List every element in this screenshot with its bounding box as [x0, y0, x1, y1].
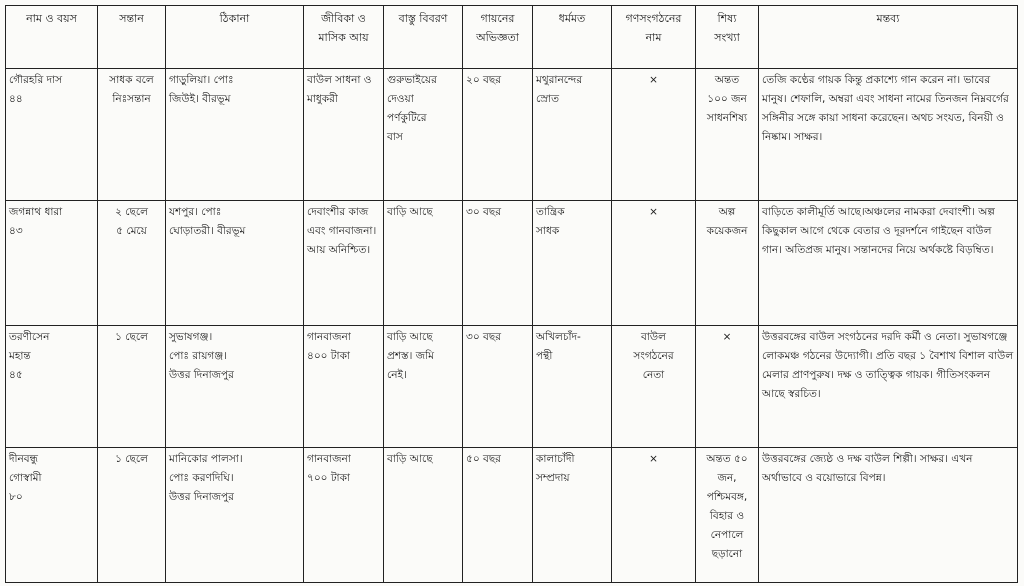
cell-residence: গুরুভাইয়ের দেওয়া পর্ণকুটিরে বাস — [384, 69, 463, 201]
cell-children: ২ ছেলে ৫ মেয়ে — [98, 201, 166, 326]
cell-livelihood: গানবাজনা ৭০০ টাকা — [304, 448, 384, 583]
header-remarks: মন্তব্য — [759, 6, 1018, 69]
cell-children: ১ ছেলে — [98, 326, 166, 448]
cell-disciples: × — [696, 326, 759, 448]
header-religion: ধর্মমত — [533, 6, 612, 69]
cell-religion: অখিলচাঁদ- পন্থী — [533, 326, 612, 448]
header-children: সন্তান — [98, 6, 166, 69]
cell-name-age: দীনবন্ধু গোস্বামী ৮০ — [6, 448, 98, 583]
table-row — [6, 69, 1018, 201]
header-disciples: শিষ্য সংখ্যা — [696, 6, 759, 69]
cell-children: সাধক বলে নিঃসন্তান — [98, 69, 166, 201]
cell-livelihood: দেবাংশীর কাজ এবং গানবাজনা। আয় অনিশ্চিত। — [304, 201, 384, 326]
cell-name-age: তরণীসেন মহান্ত ৪৫ — [6, 326, 98, 448]
header-row — [6, 6, 1018, 69]
cell-residence: বাড়ি আছে — [384, 448, 463, 583]
cell-address: যশপুর। পোঃ ঘোড়াতরী। বীরভূম — [166, 201, 304, 326]
cell-disciples: অন্তত ৫০ জন, পশ্চিমবঙ্গ, বিহার ও নেপালে ছড়ানো — [696, 448, 759, 583]
cell-experience: ৫০ বছর — [463, 448, 533, 583]
header-organization: গণসংগঠনের নাম — [612, 6, 696, 69]
cell-organization: × — [612, 448, 696, 583]
cell-religion: মথুরানন্দের স্রোত — [533, 69, 612, 201]
cell-disciples: অল্প কয়েকজন — [696, 201, 759, 326]
table-row — [6, 326, 1018, 448]
table-row — [6, 448, 1018, 583]
cell-livelihood: বাউল সাধনা ও মাধুকরী — [304, 69, 384, 201]
cell-organization: × — [612, 201, 696, 326]
cell-religion: কালাচাঁদী সম্প্রদায় — [533, 448, 612, 583]
cell-experience: ৩০ বছর — [463, 201, 533, 326]
cell-experience: ২০ বছর — [463, 69, 533, 201]
cell-organization: বাউল সংগঠনের নেতা — [612, 326, 696, 448]
cell-residence: বাড়ি আছে — [384, 201, 463, 326]
header-residence: বাস্তু বিবরণ — [384, 6, 463, 69]
cell-religion: তান্ত্রিক সাধক — [533, 201, 612, 326]
baul-singers-table — [5, 5, 1018, 583]
cell-address: সুভাষগঞ্জ। পোঃ রায়গঞ্জ। উত্তর দিনাজপুর — [166, 326, 304, 448]
cell-children: ১ ছেলে — [98, 448, 166, 583]
cell-address: গাড়ুলিয়া। পোঃ জিউই। বীরভূম — [166, 69, 304, 201]
header-address: ঠিকানা — [166, 6, 304, 69]
cell-remarks: বাড়িতে কালীমূর্তি আছে।অঞ্চলের নামকরা দেবাংশী। অল্প কিছুকাল আগে থেকে বেতার ও দূরদর্শনে গাইছেন বাউল গান। অতিপ্রজ মানুষ। সন্তানদের নিয়ে অর্থকষ্টে বিড়ম্বিত। — [759, 201, 1018, 326]
header-name-age: নাম ও বয়স — [6, 6, 98, 69]
cell-residence: বাড়ি আছে প্রশস্ত। জমি নেই। — [384, 326, 463, 448]
header-livelihood: জীবিকা ও মাসিক আয় — [304, 6, 384, 69]
cell-experience: ৩০ বছর — [463, 326, 533, 448]
header-experience: গায়নের অভিজ্ঞতা — [463, 6, 533, 69]
cell-address: মানিকোর পালসা। পোঃ করণদিঘি। উত্তর দিনাজপুর — [166, 448, 304, 583]
cell-remarks: তেজি কণ্ঠের গায়ক কিন্তু প্রকাশ্যে গান করেন না। ভাবের মানুষ। শেফালি, অম্বরা এবং সাধনা নামের তিনজন নিম্নবর্গের সঙ্গিনীর সঙ্গে কায়া সাধনা করেছেন। অথচ সংযত, বিনয়ী ও নিষ্কাম। সাক্ষর। — [759, 69, 1018, 201]
cell-remarks: উত্তরবঙ্গের বাউল সংগঠনের দরদি কর্মী ও নেতা। সুভাষগঞ্জে লোকমঞ্চ গঠনের উদ্যোগী। প্রতি বছর ১ বৈশাখ বিশাল বাউল মেলার প্রাণপুরুষ। দক্ষ ও তাত্ত্বিক গায়ক। গীতিসংকলন আছে স্বরচিত। — [759, 326, 1018, 448]
cell-name-age: জগন্নাথ ধারা ৪৩ — [6, 201, 98, 326]
cell-livelihood: গানবাজনা ৪০০ টাকা — [304, 326, 384, 448]
cell-remarks: উত্তরবঙ্গের জ্যেষ্ঠ ও দক্ষ বাউল শিল্পী। সাক্ষর। এখন অর্থাভাবে ও বয়োভারে বিপন্ন। — [759, 448, 1018, 583]
table-row — [6, 201, 1018, 326]
cell-organization: × — [612, 69, 696, 201]
cell-disciples: অন্তত ১০০ জন সাধনশিষ্য — [696, 69, 759, 201]
cell-name-age: গৌরহরি দাস ৪৪ — [6, 69, 98, 201]
